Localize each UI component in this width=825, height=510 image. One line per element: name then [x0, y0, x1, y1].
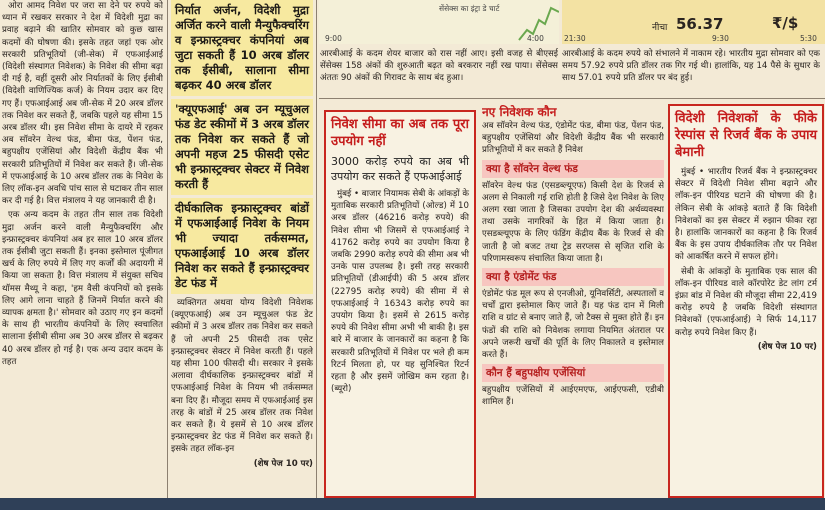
col1-paragraph: एक अन्य कदम के तहत तीन साल तक विदेशी मुद्रा अर्जन करने वाली मैन्युफैक्चरिंग और इन्फ्रास्ट्रक्चर कंपनियां अब हर साल 10 अरब डॉलर तक ईसीबी जुटा सकती हैं। इनका इस्तेमाल पूंजीगत खर्च के लिए रुपये में लिए गए कर्जों की अदायगी में किया जा सकता है। वित्त मंत्रालय में संयुक्त सचिव थॉमस मैथ्यू ने कहा, 'हम वैसी कंपनियों को इसके लिए आगे लाना चाहते हैं जिनमें निर्यात करने की व्यापक क्षमता है।' सोमवार को उठाए गए इन कदमों के साथ ही भारतीय कंपनियों के लिए स्वचालित सालाना ईसीबी सीमा अब 30 अरब डॉलर से बढ़कर 40 अरब डॉलर हो गई है। एक अन्य उदार कदम के तहत	[2, 210, 163, 367]
sensex-tick: 4:00	[527, 34, 544, 43]
investment-limit-box	[324, 110, 476, 498]
rupee-tick: 21:30	[564, 34, 586, 43]
sensex-tick: 9:00	[325, 34, 342, 43]
rupee-tick: 9:30	[712, 34, 729, 43]
col2-continue: (शेष पेज 10 पर)	[253, 458, 313, 469]
heading-multilateral-agencies: कौन हैं बहुपक्षीय एजेंसियां	[482, 364, 664, 382]
sensex-line	[319, 0, 559, 44]
multilateral-agencies-text: बहुपक्षीय एजेंसियों में आईएमएफ, आईएफसी, एडीबी शामिल हैं।	[482, 385, 664, 408]
endowment-fund-text: एंडोमेंट फंड मूल रूप से एनजीओ, यूनिवर्सिटी, अस्पतालों व चर्चों द्वारा इस्तेमाल किए जाते हैं। यह फंड दान में मिली राशि व ग्रांट से बनाए जाते हैं, जो टैक्स से मुक्त होते हैं। इन फंडों की राशि को निवेशक लगाया नियमित अंतराल पर अपने जरूरी खर्चों की पूर्ति के लिए निकालते व इस्तेमाल करते हैं।	[482, 289, 664, 361]
column-1	[2, 0, 163, 498]
sensex-chart-label: सेंसेक्स का इंट्रा डे चार्ट	[439, 4, 500, 13]
sensex-chart	[319, 0, 559, 44]
rbi-box-continue: (शेष पेज 10 पर)	[757, 341, 817, 352]
rupee-chart	[562, 0, 825, 44]
highlight-box-ecb: निर्यात अर्जन, विदेशी मुद्रा अर्जित करने वाली मैन्युफैक्चरिंग व इन्फ्रास्ट्रक्चर कंपनियां अब जुटा सकती हैं 10 अरब डॉलर तक ईसीबी, सालाना सीमा बढ़कर 40 अरब डॉलर	[171, 0, 313, 96]
column-divider	[316, 0, 317, 498]
rupee-caption: आरबीआई के कदम रुपये को संभालने में नाकाम रहे। भारतीय मुद्रा सोमवार को एक समय 57.92 रुपये प्रति डॉलर तक गिर गई थी। हालांकि, यह 14 पैसे के सुधार के साथ 57.01 रुपये प्रति डॉलर पर बंद हुई।	[562, 49, 820, 84]
rupee-low-label: नीचा	[652, 23, 668, 33]
new-investors-column	[482, 104, 664, 498]
rupee-unit: ₹/$	[772, 14, 799, 32]
new-investors-intro: अब सॉवरेन वेल्थ फंड, एंडोमेंट फंड, बीमा फंड, पेंशन फंड, बहुपक्षीय एजेंसियां और विदेशी केंद्रीय बैंक भी सरकारी प्रतिभूतियों में कर सकते हैं निवेश	[482, 121, 664, 156]
rupee-low-value: 56.37	[676, 15, 724, 33]
sensex-caption: आरबीआई के कदम शेयर बाजार को रास नहीं आए। इसी वजह से बीएसई सेंसेक्स 158 अंकों की शुरुआती बढ़त को बरकरार नहीं रख पाया। सेंसेक्स अंततः 90 अंकों की गिरावट के साथ बंद हुआ।	[320, 49, 558, 84]
highlight-box-infra-bonds: दीर्घकालिक इन्फ्रास्ट्रक्चर बांडों में एफआईआई निवेश के नियम भी ज्यादा तर्कसम्मत, एफआईआई 10 अरब डॉलर निवेश कर सकते हैं इन्फ्रास्ट्रक्चर डेट फंड में	[171, 198, 313, 294]
limit-box-subtitle: 3000 करोड़ रुपये का अब भी उपयोग कर सकते हैं एफआईआई	[331, 155, 469, 183]
new-investors-title: नए निवेशक कौन	[482, 105, 557, 119]
heading-endowment-fund: क्या है एंडोमेंट फंड	[482, 268, 664, 286]
heading-sovereign-fund: क्या है सॉवरेन वेल्थ फंड	[482, 160, 664, 178]
section-divider	[319, 98, 825, 99]
rbi-box-body: मुंबई • भारतीय रिजर्व बैंक ने इन्फ्रास्ट्रक्चर सेक्टर में विदेशी निवेश सीमा बढ़ाने और लॉक-इन पीरियड घटाने की घोषणा की है। लेकिन सेबी के आंकड़े बताते हैं कि विदेशी निवेशकों का इस सेक्टर में रुझान फीका रहा है। हालांकि जानकारों का कहना है कि रिजर्व बैंक के इस उपाय दीर्घकालिक तौर पर निवेश को आकर्षित करने में सफल होंगे।	[675, 167, 817, 263]
rbi-measures-box	[668, 104, 824, 498]
limit-box-title: निवेश सीमा का अब तक पूरा उपयोग नहीं	[331, 117, 469, 149]
limit-box-body: मुंबई • बाजार नियामक सेबी के आंकड़ों के मुताबिक सरकारी प्रतिभूतियों (ओल्ड) में 10 अरब डॉलर (46216 करोड़ रुपये) की निवेश सीमा भी जिसमें से एफआईआई ने 41762 करोड़ रुपये का उपयोग किया है जबकि 2990 करोड़ रुपये की सीमा अब भी उनके पास उपलब्ध है। इसी तरह सरकारी प्रतिभूतियों (डीआईपी) की 5 अरब डॉलर (22795 करोड़ रुपये) की सीमा में से एफआईआई ने 16343 करोड़ रुपये का उपयोग किया है। इसमें से 2615 करोड़ रुपये की निवेश सीमा अभी भी बाकी है। इस बारे में बाजार के जानकारों का कहना है कि सरकारी प्रतिभूतियों में निवेश पर भले ही कम रिटर्न मिलता हो, पर यह सुनिश्चित रिटर्न रहता है और इसमें जोखिम कम रहता है। (ब्यूरो)	[331, 189, 470, 395]
rupee-tick: 5:30	[800, 34, 817, 43]
sovereign-fund-text: सॉवरेन वेल्थ फंड (एसडब्ल्यूएफ) किसी देश के रिजर्व से अलग से निकाली गई राशि होती है जिसे देश निवेश के लिए अलग रखा जाता है जिसका उपयोग देश की अर्थव्यवस्था तथा उसके नागरिकों के हित में किया जाता है। एसडब्ल्यूएफ के लिए फंडिंग केंद्रीय बैंक के रिजर्व से की जाती है जो बजट तथा ट्रेड सरप्लस से सृजित राशि के परिणामस्वरूप संचालित किया जाता है।	[482, 180, 664, 264]
col2-body: व्यक्तिगत अथवा योग्य विदेशी निवेशक (क्यूएफआई) अब उन म्यूचुअल फंड डेट स्कीमों में 3 अरब डॉलर तक निवेश कर सकते हैं जो अपनी 25 फीसदी तक एसेट इन्फ्रास्ट्रक्चर सेक्टर में निवेश करती हैं। पहले यह सीमा 100 फीसदी थी। सरकार ने इसके अलावा दीर्घकालिक इन्फ्रास्ट्रक्चर बांडों में एफआईआई निवेश के नियम भी तर्कसम्मत बना दिए हैं। मौजूदा समय में एफआईआई इस तरह के बांडों में 25 अरब डॉलर तक निवेश कर सकते हैं। ये इसमें से 10 अरब डॉलर इन्फ्रास्ट्रक्चर डेट फंड में निवेश कर सकते हैं। इसके तहत लॉक-इन	[171, 298, 313, 455]
rbi-box-body-2: सेबी के आंकड़ों के मुताबिक एक साल की लॉक-इन पीरियड वाले कॉरपोरेट डेट लांग टर्म इंफ्रा बांड में निवेश की मौजूदा सीमा 22,419 करोड़ रुपये है जबकि विदेशी संस्थागत निवेशकों (एफआईआई) ने सिर्फ 14,117 करोड़ रुपये निवेश किए हैं।	[675, 266, 817, 338]
highlight-box-qfi: 'क्यूएफआई' अब उन म्यूचुअल फंड डेट स्कीमों में 3 अरब डॉलर तक निवेश कर सकते हैं जो अपनी महज 25 फीसदी एसेट भी इन्फ्रास्ट्रक्चर सेक्टर में निवेश करती हैं	[171, 99, 313, 195]
column-2	[171, 0, 313, 498]
col1-paragraph: ओरा आमद निवेश पर जरा सा देने पर रुपये को ध्यान में रखकर सरकार ने देश में विदेशी मुद्रा का प्रवाह बढ़ाने की खातिर सोमवार को कुछ खास कदमों की घोषणा की। इसके तहत जहां एक ओर सरकारी प्रतिभूतियों (जी-सेक) में एफआईआई (विदेशी संस्थागत निवेशक) के निवेश की सीमा बढ़ा दी गई है, वहीं दूसरी ओर निर्यातकों के लिए ईसीबी (विदेशी वाणिज्यिक कर्ज) के नियम उदार कर दिए गए हैं। एफआईआई अब जी-सेक में 20 अरब डॉलर तक निवेश कर सकते हैं, जबकि पहले यह सीमा 15 अरब डॉलर थी। इस निवेश सीमा के दायरे में रहकर अब सॉवरेन वेल्थ फंड, बीमा फंड, पेंशन फंड, बहुपक्षीय एजेंसियां और विदेशी केंद्रीय बैंक भी सरकारी प्रतिभूतियों में निवेश कर सकते हैं। जी-सेक में एफआईआई के 10 अरब डॉलर तक के निवेश के लिए लॉक-इन अवधि पांच साल से घटाकर तीन साल कर दी गई है। वित्त मंत्रालय ने यह जानकारी दी है।	[2, 1, 163, 207]
column-divider	[167, 0, 168, 498]
page-footer-strip	[0, 498, 825, 510]
rbi-box-title: विदेशी निवेशकों के फीके रेस्पांस से रिजर्व बैंक के उपाय बेमानी	[675, 111, 817, 160]
